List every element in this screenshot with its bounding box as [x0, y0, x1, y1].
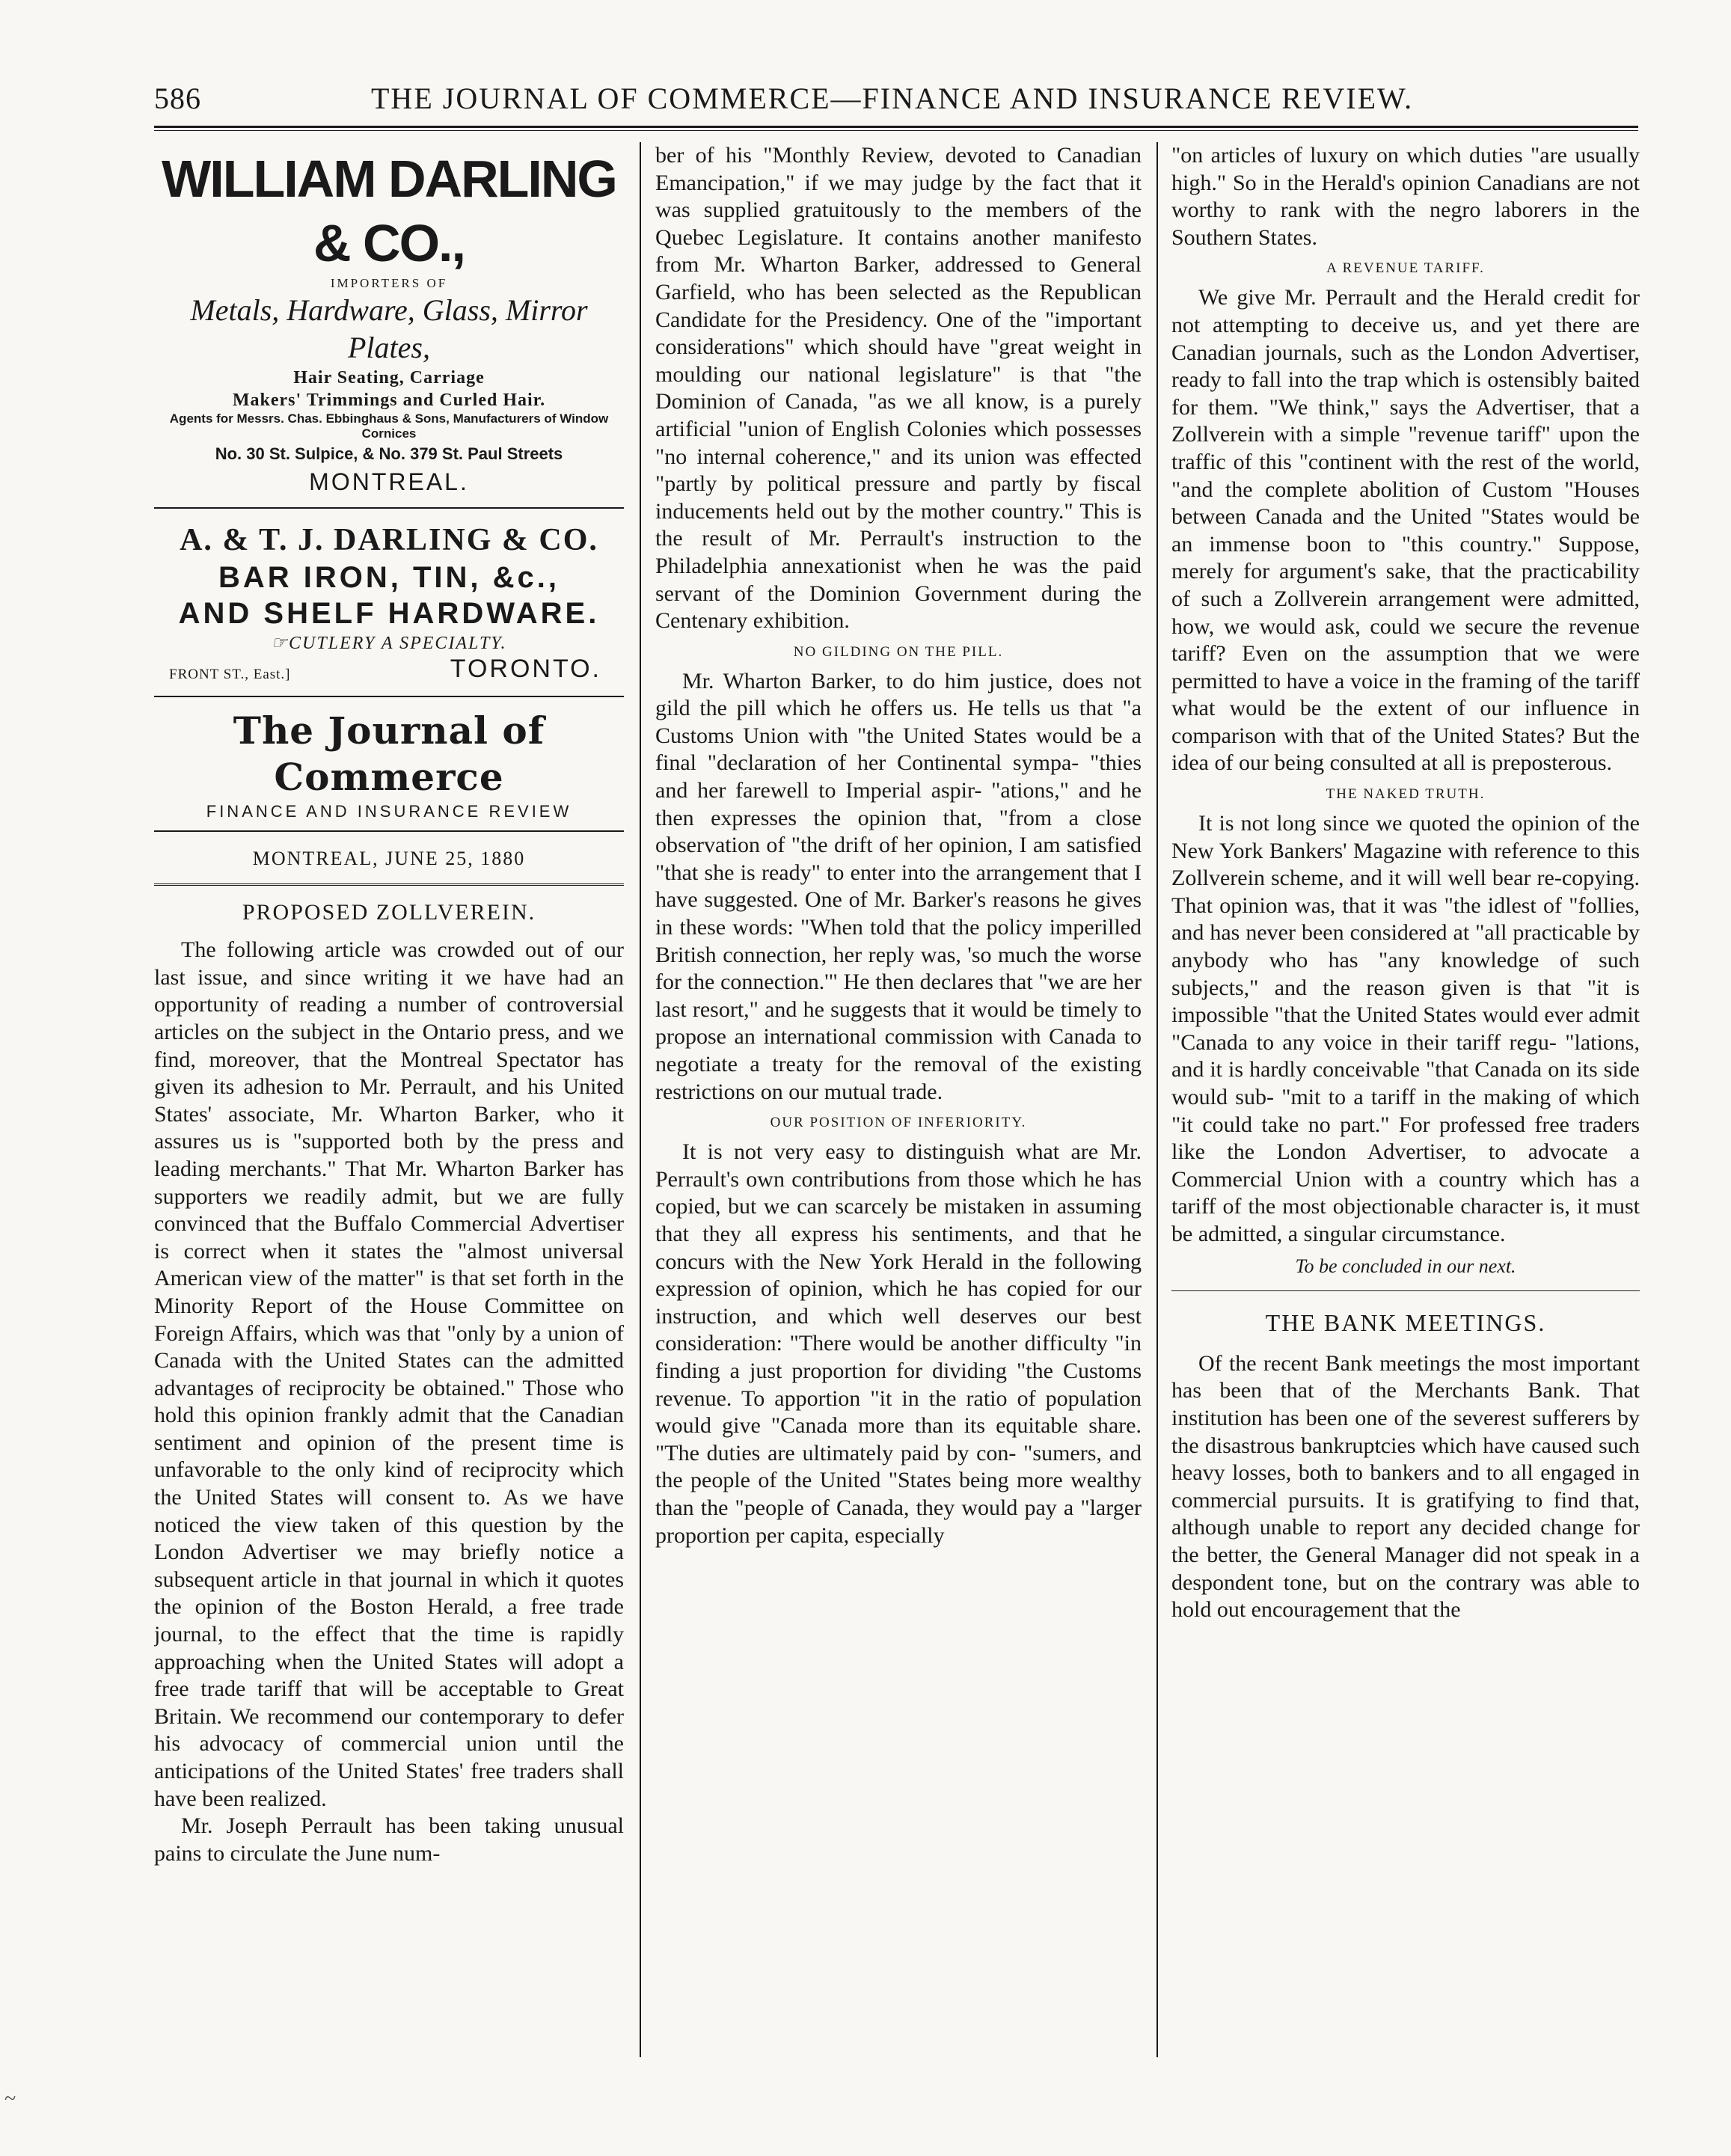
- paragraph: It is not very easy to distinguish what are Mr. Perrault's own contributions from those which he has copied, but we can scarcely be mistaken in assuming that they all express his sentiments, and that he concurs with the New York Herald in the following expression of opinion, which he has copied for our instruction, and which well deserves our best consideration: "There would be another difficulty "in finding a just proportion for dividing "the Customs revenue. To apportion "it in the ratio of population would give "Canada more than its equitable share. "The duties are ultimately paid by con- "sumers, and the people of the United "States being more wealthy than the "people of Canada, they would pay a "larger proportion per capita, especially: [655, 1139, 1142, 1548]
- ad-atj-darling: [154, 509, 624, 697]
- column-rule-2: [1156, 142, 1158, 2057]
- ad-goods: Metals, Hardware, Glass, Mirror Plates,: [190, 293, 588, 364]
- ad-company-name: A. & T. J. DARLING & CO.: [180, 523, 598, 557]
- paragraph: Of the recent Bank meetings the most important has been that of the Merchants Bank. That institution has been one of the severest sufferers by the disastrous bankruptcies which have caused such heavy losses, both to bankers and to all engaged in commercial pursuits. It is gratifying to find that, although unable to report any decided change for the better, the General Manager did not speak in a despondent tone, but on the contrary was able to hold out encouragement that the: [1171, 1350, 1640, 1623]
- header-rule: [154, 126, 1638, 131]
- paragraph: Mr. Wharton Barker, to do him justice, does not gild the pill which he offers us. He tells us that "a Customs Union with "the United States would be a final "declaration of her Continental sympa- "thies and her farewell to Imperial aspir- "ations," and he then expresses the opinion that, "from a close observation of "the drift of her opinion, I am satisfied "that she is ready" to enter into the arrangement that I have suggested. One of Mr. Barker's reasons he gives in these words: "When told that the policy imperilled British connection, her reply was, 'so much the worse for the connection.'" He then declares that "we are her last resort," and he suggests that it would be timely to propose an international commission with Canada to negotiate a treaty for the removal of the existing restrictions on our mutual trade.: [655, 668, 1142, 1104]
- ad-makers-line-2: Makers' Trimmings and Curled Hair.: [232, 391, 546, 410]
- ad-william-darling: [154, 147, 624, 509]
- article-title: THE BANK MEETINGS.: [1265, 1309, 1546, 1337]
- ad-importers-label: IMPORTERS OF: [330, 276, 448, 290]
- ad-company-name: WILLIAM DARLING & CO.,: [162, 150, 616, 272]
- ad-city: MONTREAL.: [309, 468, 469, 495]
- subhead: A REVENUE TARIFF.: [1326, 260, 1485, 277]
- masthead-subtitle: FINANCE AND INSURANCE REVIEW: [206, 802, 572, 821]
- ad-agents: Agents for Messrs. Chas. Ebbinghaus & Sons, Manufacturers of Window Cornices: [169, 411, 609, 441]
- column-1: [154, 142, 624, 2065]
- subhead: OUR POSITION OF INFERIORITY.: [770, 1115, 1027, 1131]
- ad-goods-line-2: AND SHELF HARDWARE.: [178, 597, 600, 630]
- scan-smudge: ~: [4, 2087, 16, 2110]
- column-3: [1171, 142, 1640, 2065]
- ad-makers-line-1: Hair Seating, Carriage: [293, 368, 485, 388]
- ad-cutlery: ☞CUTLERY A SPECIALTY.: [271, 634, 507, 653]
- dateline: MONTREAL, JUNE 25, 1880: [154, 832, 624, 886]
- ad-goods-line-1: BAR IRON, TIN, &c.,: [218, 561, 560, 594]
- paragraph: "on articles of luxury on which duties "are usually high." So in the Herald's opinion Canadians are not worthy to rank with the negro laborers in the Southern States.: [1171, 143, 1640, 250]
- subhead: NO GILDING ON THE PILL.: [793, 643, 1004, 660]
- paragraph: We give Mr. Perrault and the Herald credit for not attempting to deceive us, and yet there are Canadian journals, such as the London Advertiser, ready to fall into the trap which is ostensibly baited for them. "We think," says the Advertiser, that a Zollverein with a simple "revenue tariff" upon the traffic of this "continent with the rest of the world, "and the complete abolition of Custom "Houses between Canada and the United "States would be an immense boon to "this country." Suppose, merely for argument's sake, that the practicability of such a Zollverein arrangement were admitted, how, we would ask, could we secure the revenue tariff? Even on the assumption that we were permitted to have a voice in the framing of the tariff what would be the extent of our influence in comparison with that of the United States? But the idea of our being consulted at all is preposterous.: [1171, 285, 1640, 776]
- ad-toronto: TORONTO.: [450, 655, 601, 683]
- subhead: THE NAKED TRUTH.: [1326, 786, 1486, 803]
- ad-address: No. 30 St. Sulpice, & No. 379 St. Paul Streets: [215, 444, 563, 463]
- paragraph: Mr. Joseph Perrault has been taking unusual pains to circulate the June num-: [154, 1813, 624, 1866]
- paragraph: ber of his "Monthly Review, devoted to Canadian Emancipation," if we may judge by the fact that it was supplied gratuitously to the members of the Quebec Legislature. It contains another manifesto from Mr. Wharton Barker, addressed to General Garfield, who has been selected as the Republican Candidate for the Presidency. One of the "important considerations" which should have "great weight in moulding our national legislature" is that "the Dominion of Canada, "as we all know, is a purely artificial "union of English Colonies which possesses "no internal coherence," and its union was effected "partly by political pressure and partly by fiscal inducements held out by the mother country." This is the result of Mr. Perrault's instruction to the Philadelphia annexationist when he was the paid servant of the Dominion Government during the Centenary exhibition.: [655, 143, 1142, 634]
- masthead: [154, 697, 624, 832]
- running-head: THE JOURNAL OF COMMERCE—FINANCE AND INSURANCE REVIEW.: [371, 82, 1414, 115]
- page-number: 586: [154, 82, 201, 115]
- article-title: PROPOSED ZOLLVEREIN.: [242, 899, 536, 925]
- column-2: [655, 142, 1142, 2065]
- to-be-concluded: To be concluded in our next.: [1171, 1253, 1640, 1292]
- masthead-title: The Journal of Commerce: [233, 708, 545, 799]
- paragraph: It is not long since we quoted the opinion of the New York Bankers' Magazine with reference to this Zollverein scheme, and it will well bear re-copying. That opinion was, that it was "the idlest of "follies, and has never been considered at "all practicable by anybody who has "any knowledge of such subjects," and the reason given is that "it is impossible "that the United States would ever admit "Canada to any voice in their tariff regu- "lations, and it is hardly conceivable "that Canada on its side would sub- "mit to a tariff in the making of which "it could take no part." For professed free traders like the London Advertiser, to advocate a Commercial Union with a country which has a tariff of the most objectionable character is, it must be admitted, a singular circumstance.: [1171, 811, 1640, 1246]
- ad-footer: [154, 655, 624, 685]
- page-header: [154, 73, 1638, 126]
- ad-front-street: FRONT ST., East.]: [169, 667, 291, 682]
- column-rule-1: [640, 142, 641, 2057]
- paragraph: The following article was crowded out of our last issue, and since writing it we have had an opportunity of reading a number of controversial articles on the subject in the Ontario press, and we find, moreover, that the Montreal Spectator has given its adhesion to Mr. Perrault, and his United States' associate, Mr. Wharton Barker, who it assures us is "supported both by the press and leading merchants." That Mr. Wharton Barker has supporters we readily admit, but we are fully convinced that the Buffalo Commercial Advertiser is correct when it states the "almost universal American view of the matter" is that set forth in the Minority Report of the House Committee on Foreign Affairs, which was that "only by a union of Canada with the United States can the admitted advantages of reciprocity be obtained." Those who hold this opinion frankly admit that the Canadian sentiment and opinion of the present time is unfavorable to the only kind of reciprocity which the United States will consent to. As we have noticed the view taken of this question by the London Advertiser we may briefly notice a subsequent article in that journal in which it quotes the opinion of the Boston Herald, a free trade journal, to the effect that the time is rapidly approaching when the United States will adopt a free trade tariff that will be acceptable to Great Britain. We recommend our contemporary to defer his advocacy of commercial union until the anticipations of the United States' free traders shall have been realized.: [154, 937, 624, 1811]
